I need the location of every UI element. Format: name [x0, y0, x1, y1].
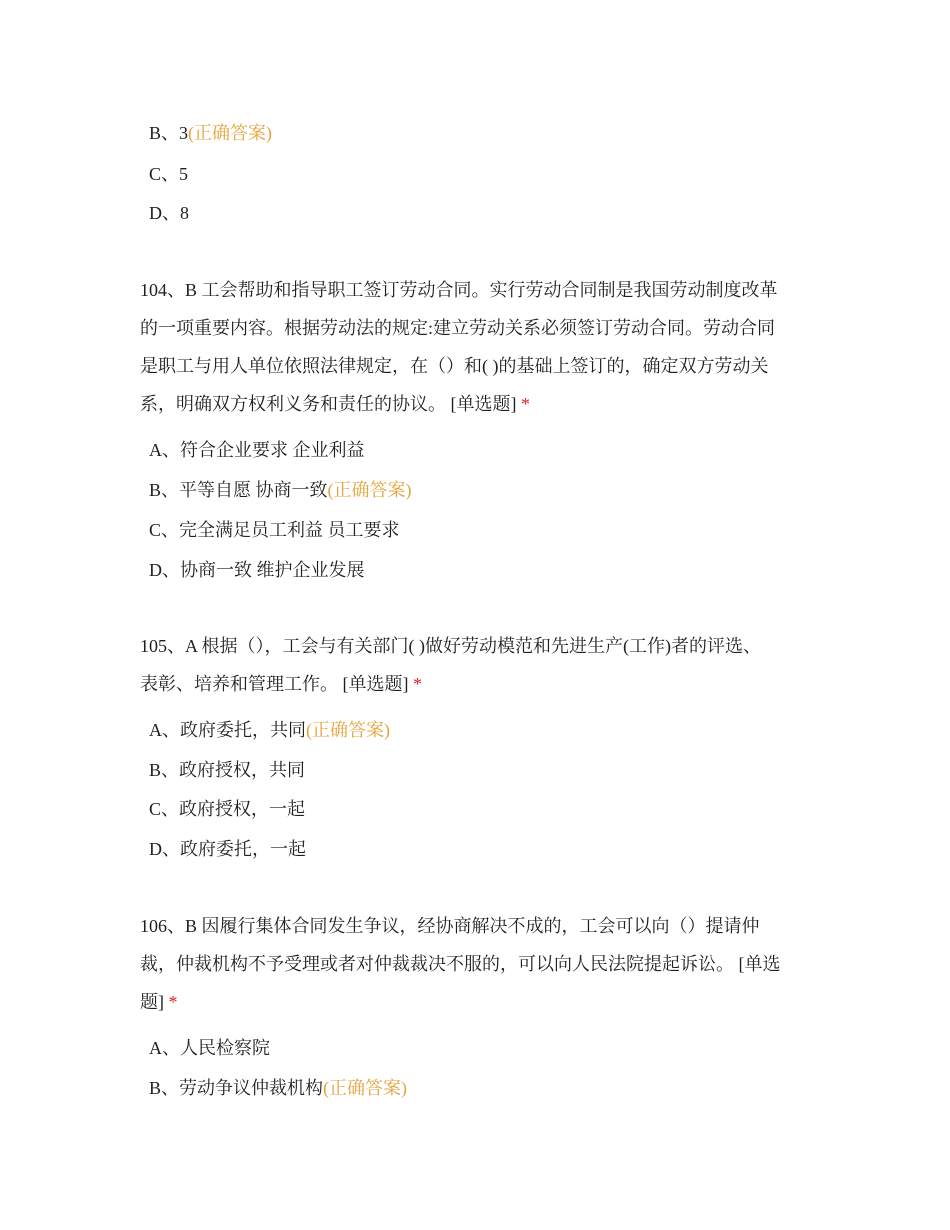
option-label: A、符合企业要求 企业利益 — [149, 440, 365, 460]
option-q103-d — [149, 201, 189, 225]
option-q104-b — [149, 478, 412, 502]
question-104 — [140, 271, 810, 423]
question-106 — [140, 907, 810, 1021]
option-q105-d — [149, 837, 306, 861]
question-text-line: 104、B 工会帮助和指导职工签订劳动合同。实行劳动合同制是我国劳动制度改革 — [140, 280, 778, 300]
option-label: A、政府委托，共同 — [149, 720, 306, 740]
question-text-line: 105、A 根据（），工会与有关部门( )做好劳动模范和先进生产(工作)者的评选、 — [140, 636, 761, 656]
option-q103-b — [149, 121, 272, 145]
option-q105-c — [149, 797, 305, 821]
option-label: C、5 — [149, 164, 189, 184]
option-label: B、劳动争议仲裁机构 — [149, 1078, 324, 1098]
required-star: * — [521, 394, 530, 414]
option-q104-c — [149, 518, 400, 542]
option-q104-d — [149, 558, 365, 582]
correct-answer-tag: (正确答案) — [306, 720, 390, 740]
question-105 — [140, 627, 810, 703]
question-text-line: 是职工与用人单位依照法律规定，在（）和( )的基础上签订的，确定双方劳动关 — [140, 356, 769, 376]
question-text-line-last — [140, 665, 810, 703]
option-label: D、8 — [149, 203, 189, 223]
option-label: D、协商一致 维护企业发展 — [149, 560, 365, 580]
option-label: B、3 — [149, 123, 189, 143]
option-q105-a — [149, 718, 390, 742]
question-text: 表彰、培养和管理工作。 [单选题] — [140, 674, 409, 694]
question-text-line: 106、B 因履行集体合同发生争议，经协商解决不成的，工会可以向（）提请仲 — [140, 916, 760, 936]
option-label: C、完全满足员工利益 员工要求 — [149, 520, 400, 540]
required-star: * — [413, 674, 422, 694]
option-label: C、政府授权，一起 — [149, 799, 306, 819]
option-q106-b — [149, 1076, 407, 1100]
question-text: 题] — [140, 992, 164, 1012]
option-label: D、政府委托，一起 — [149, 839, 306, 859]
option-q106-a — [149, 1036, 270, 1060]
question-text-line: 裁，仲裁机构不予受理或者对仲裁裁决不服的，可以向人民法院提起诉讼。 [单选 — [140, 954, 781, 974]
correct-answer-tag: (正确答案) — [323, 1078, 408, 1098]
question-text: 系，明确双方权利义务和责任的协议。 [单选题] — [140, 394, 517, 414]
option-q104-a — [149, 438, 365, 462]
option-q105-b — [149, 758, 305, 782]
required-star: * — [168, 992, 178, 1012]
option-q103-c — [149, 162, 188, 186]
question-text-line: 的一项重要内容。根据劳动法的规定:建立劳动关系必须签订劳动合同。劳动合同 — [140, 318, 775, 338]
correct-answer-tag: (正确答案) — [327, 480, 412, 500]
option-label: B、平等自愿 协商一致 — [149, 480, 328, 500]
option-label: B、政府授权，共同 — [149, 760, 306, 780]
question-text-line-last — [140, 983, 810, 1021]
correct-answer-tag: (正确答案) — [188, 123, 273, 143]
question-text-line-last — [140, 385, 810, 423]
option-label: A、人民检察院 — [149, 1038, 270, 1058]
